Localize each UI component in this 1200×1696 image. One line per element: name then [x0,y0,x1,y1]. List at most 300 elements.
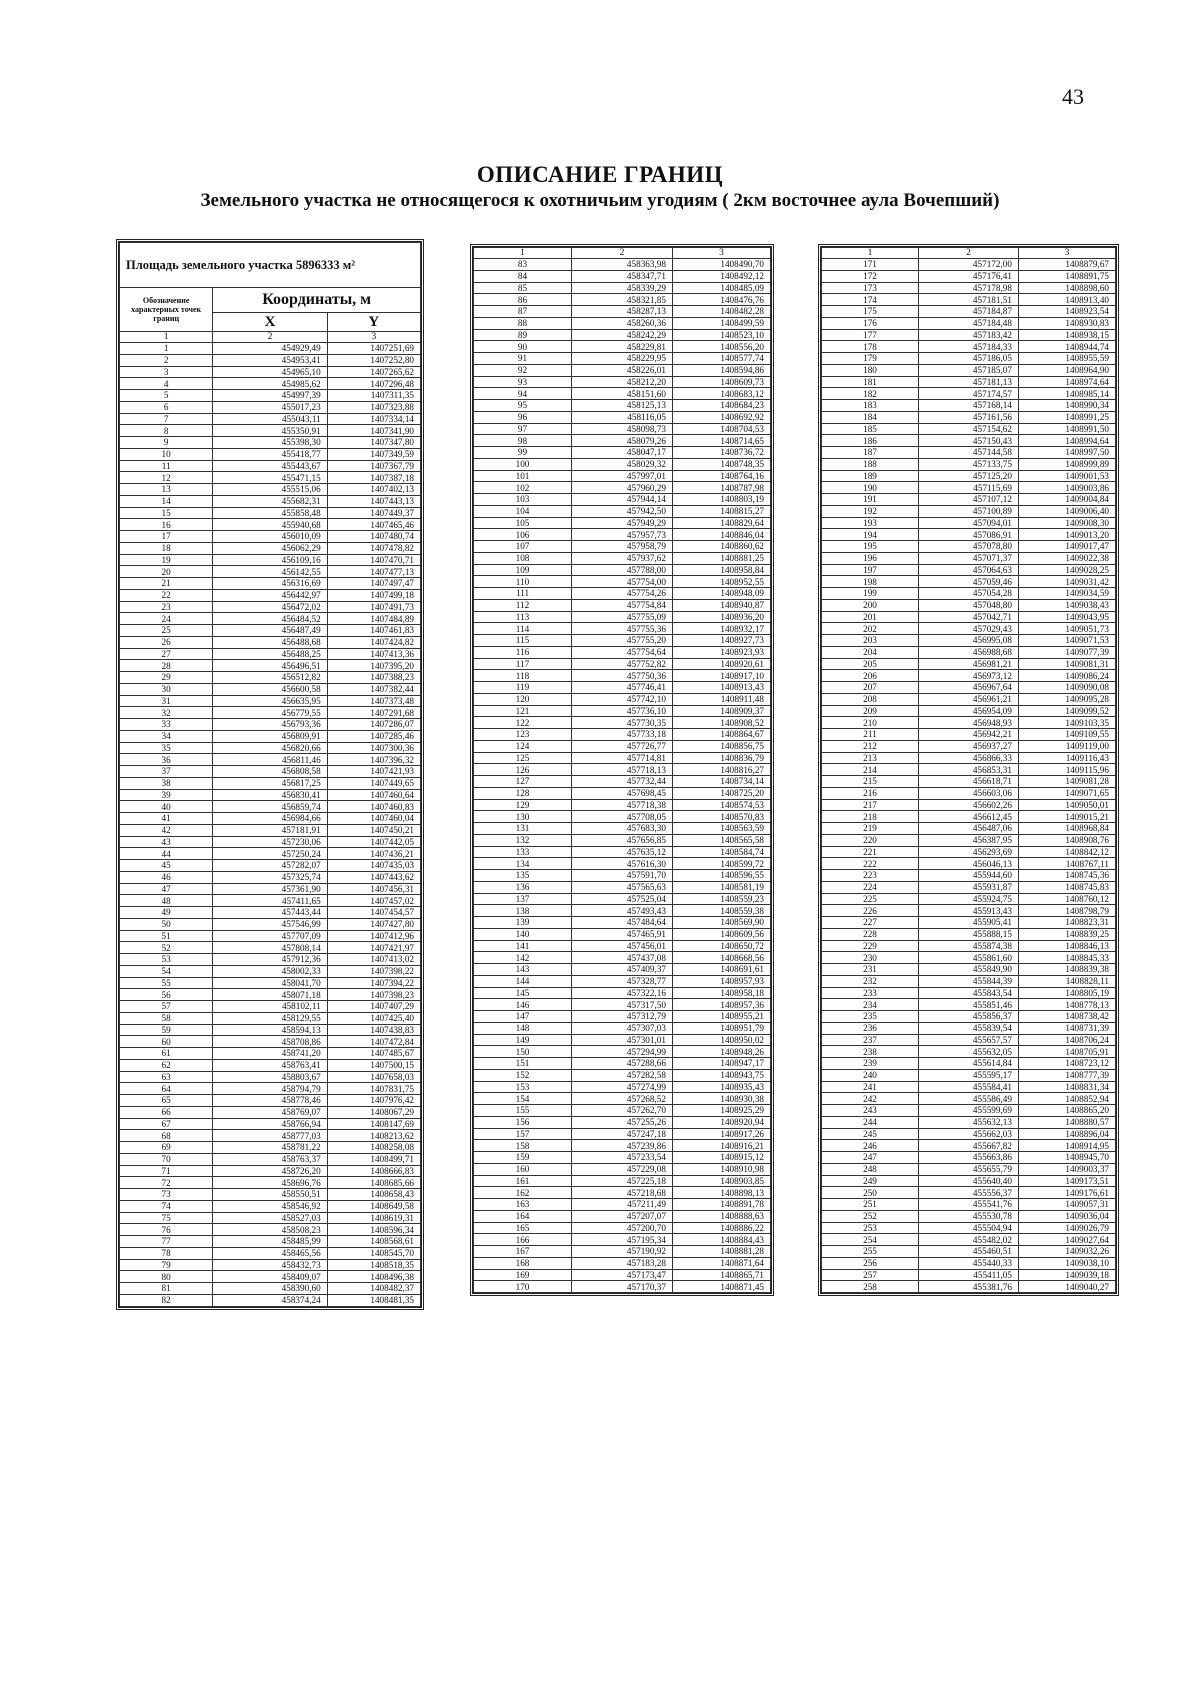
table-row [822,858,1116,870]
coord-y: 1408923,54 [1018,306,1115,318]
coord-x: 455460,51 [919,1246,1019,1258]
coord-y: 1408685,66 [327,1177,420,1189]
coord-y: 1408574,53 [672,799,770,811]
point-number: 187 [822,447,919,459]
point-number: 127 [474,776,572,788]
point-number: 198 [822,576,919,588]
table-row [822,823,1116,835]
coordinates-table-3 [818,244,1119,1296]
point-number: 101 [474,470,572,482]
point-number: 193 [822,517,919,529]
point-number: 232 [822,975,919,987]
coord-x: 456954,09 [919,705,1019,717]
coord-y: 1409119,00 [1018,740,1115,752]
point-number: 99 [474,447,572,459]
coord-y: 1407497,47 [327,578,420,590]
point-number: 201 [822,611,919,623]
coord-y: 1408852,94 [1018,1093,1115,1105]
point-number: 38 [120,777,213,789]
coord-y: 1409095,28 [1018,693,1115,705]
table-row [822,376,1116,388]
point-number: 76 [120,1224,213,1236]
coord-y: 1409043,95 [1018,611,1115,623]
point-number: 169 [474,1269,572,1281]
point-number: 124 [474,740,572,752]
table-row [474,740,771,752]
point-number: 51 [120,930,213,942]
coord-y: 1409027,64 [1018,1234,1115,1246]
col-number: 3 [1018,248,1115,259]
coord-x: 457125,20 [919,470,1019,482]
table-row [120,1153,421,1165]
coord-x: 458708,86 [213,1036,327,1048]
coord-y: 1408836,79 [672,752,770,764]
table-row [120,660,421,672]
coord-y: 1408930,38 [672,1093,770,1105]
point-number: 33 [120,719,213,731]
point-number: 74 [120,1200,213,1212]
coord-x: 456512,82 [213,672,327,684]
point-number: 6 [120,401,213,413]
coord-x: 457443,44 [213,907,327,919]
point-number: 49 [120,907,213,919]
coord-x: 457733,18 [572,729,673,741]
table-row [120,1130,421,1142]
coord-x: 457029,43 [919,623,1019,635]
table-row [120,860,421,872]
coord-x: 457708,05 [572,811,673,823]
table-row [822,529,1116,541]
coord-x: 457186,05 [919,353,1019,365]
coord-x: 456602,26 [919,799,1019,811]
table-row [120,789,421,801]
table-row [822,917,1116,929]
coord-y: 1408594,86 [672,364,770,376]
coord-y: 1408911,48 [672,693,770,705]
coord-y: 1408581,19 [672,881,770,893]
coord-y: 1409036,04 [1018,1210,1115,1222]
coord-x: 455663,86 [919,1152,1019,1164]
table-row [822,1128,1116,1140]
coord-y: 1408864,67 [672,729,770,741]
coord-x: 457288,66 [572,1058,673,1070]
coordinates-header: Координаты, м [213,288,421,313]
table-row [822,693,1116,705]
table-row [822,1163,1116,1175]
table-row [822,470,1116,482]
table-row [822,306,1116,318]
point-number: 158 [474,1140,572,1152]
point-number: 40 [120,801,213,813]
point-number: 7 [120,413,213,425]
coord-x: 457565,63 [572,881,673,893]
table-row [474,823,771,835]
coord-x: 454965,10 [213,366,327,378]
coord-x: 454953,41 [213,354,327,366]
coord-x: 457190,92 [572,1246,673,1258]
table-row [474,1034,771,1046]
coord-x: 458229,95 [572,353,673,365]
coord-x: 456442,97 [213,589,327,601]
coord-y: 1408886,22 [672,1222,770,1234]
table-row [120,1165,421,1177]
coord-x: 457173,47 [572,1269,673,1281]
coord-y: 1409032,26 [1018,1246,1115,1258]
table-row [120,930,421,942]
coord-y: 1407286,07 [327,719,420,731]
point-number: 1 [120,343,213,355]
point-number: 102 [474,482,572,494]
table-row [822,294,1116,306]
coord-y: 1408803,19 [672,494,770,506]
point-number: 182 [822,388,919,400]
coord-y: 1408565,58 [672,834,770,846]
table-row [120,1059,421,1071]
coord-x: 456808,58 [213,766,327,778]
coord-x: 457942,50 [572,505,673,517]
point-number: 160 [474,1163,572,1175]
coord-x: 457176,41 [919,270,1019,282]
coord-y: 1407477,13 [327,566,420,578]
coord-y: 1408881,25 [672,552,770,564]
point-number: 3 [120,366,213,378]
table-row [822,799,1116,811]
point-number: 195 [822,541,919,553]
coord-y: 1408991,50 [1018,423,1115,435]
table-row [120,836,421,848]
point-number: 128 [474,787,572,799]
point-number: 31 [120,695,213,707]
table-row [474,928,771,940]
coord-y: 1408658,43 [327,1189,420,1201]
point-number: 8 [120,425,213,437]
table-row [474,505,771,517]
coord-y: 1407252,80 [327,354,420,366]
point-number: 162 [474,1187,572,1199]
table-row [474,517,771,529]
point-number: 227 [822,917,919,929]
table-row [822,846,1116,858]
table-row [822,1034,1116,1046]
coord-x: 457960,29 [572,482,673,494]
table-row [120,601,421,613]
table-row [822,1152,1116,1164]
point-number: 106 [474,529,572,541]
coord-y: 1407412,96 [327,930,420,942]
coord-y: 1408944,74 [1018,341,1115,353]
point-number: 186 [822,435,919,447]
table-row [822,1022,1116,1034]
table-row [822,282,1116,294]
point-number: 34 [120,730,213,742]
table-row [474,400,771,412]
coord-x: 457107,12 [919,494,1019,506]
coord-x: 457546,99 [213,918,327,930]
coord-x: 457484,64 [572,917,673,929]
table-row [822,388,1116,400]
point-number: 191 [822,494,919,506]
coord-x: 457493,43 [572,905,673,917]
table-row [120,472,421,484]
point-number: 252 [822,1210,919,1222]
coord-y: 1408910,98 [672,1163,770,1175]
coord-y: 1408974,64 [1018,376,1115,388]
point-number: 39 [120,789,213,801]
coord-y: 1408823,31 [1018,917,1115,929]
coord-y: 1408482,37 [327,1283,420,1295]
table-row [822,776,1116,788]
coord-y: 1408845,33 [1018,952,1115,964]
coord-y: 1408684,23 [672,400,770,412]
coord-y: 1408930,83 [1018,317,1115,329]
table-row [120,425,421,437]
point-number: 131 [474,823,572,835]
coord-x: 457250,24 [213,848,327,860]
coord-x: 457732,44 [572,776,673,788]
coord-y: 1407435,03 [327,860,420,872]
coord-x: 455874,38 [919,940,1019,952]
coord-x: 458726,20 [213,1165,327,1177]
point-number: 203 [822,635,919,647]
point-number: 83 [474,259,572,271]
point-number: 139 [474,917,572,929]
coord-x: 455599,69 [919,1105,1019,1117]
table-row [474,353,771,365]
table-row [822,952,1116,964]
point-number: 4 [120,378,213,390]
coord-x: 458125,13 [572,400,673,412]
coord-x: 455662,03 [919,1128,1019,1140]
coord-x: 455017,23 [213,401,327,413]
coord-y: 1408499,71 [327,1153,420,1165]
coord-y: 1407465,46 [327,519,420,531]
table-row [474,376,771,388]
table-row [822,635,1116,647]
table-row [120,1247,421,1259]
coord-y: 1409022,38 [1018,552,1115,564]
table-row [120,566,421,578]
point-number: 120 [474,693,572,705]
table-row [474,964,771,976]
table-row [822,1210,1116,1222]
point-number: 152 [474,1069,572,1081]
coord-x: 457247,18 [572,1128,673,1140]
coord-y: 1409071,65 [1018,787,1115,799]
point-number: 202 [822,623,919,635]
coord-x: 457754,84 [572,599,673,611]
coord-x: 457325,74 [213,871,327,883]
coord-x: 456988,68 [919,646,1019,658]
coord-y: 1408619,31 [327,1212,420,1224]
coord-x: 457174,57 [919,388,1019,400]
coord-x: 456316,69 [213,578,327,590]
coord-x: 456496,51 [213,660,327,672]
coord-x: 455586,49 [919,1093,1019,1105]
coord-x: 458129,55 [213,1012,327,1024]
coord-x: 455931,87 [919,881,1019,893]
coord-y: 1408523,10 [672,329,770,341]
point-number: 20 [120,566,213,578]
point-number: 218 [822,811,919,823]
coord-x: 457746,41 [572,682,673,694]
coord-x: 456142,55 [213,566,327,578]
point-number: 122 [474,717,572,729]
coord-y: 1409090,08 [1018,682,1115,694]
table-row [474,611,771,623]
point-number: 85 [474,282,572,294]
coord-x: 457094,01 [919,517,1019,529]
table-row [474,1105,771,1117]
coord-y: 1408570,83 [672,811,770,823]
point-number: 30 [120,683,213,695]
coord-y: 1407425,40 [327,1012,420,1024]
coord-x: 458242,29 [572,329,673,341]
coord-x: 457168,14 [919,400,1019,412]
table-row [120,1294,421,1306]
table-row [474,529,771,541]
point-number: 179 [822,353,919,365]
table-body [822,259,1116,1293]
table-row [474,1210,771,1222]
coord-y: 1407382,44 [327,683,420,695]
coord-y: 1408760,12 [1018,893,1115,905]
point-number: 79 [120,1259,213,1271]
coord-x: 454985,62 [213,378,327,390]
table-row [120,672,421,684]
coord-x: 457274,99 [572,1081,673,1093]
coord-x: 457211,49 [572,1199,673,1211]
table-row [474,846,771,858]
table-row [120,742,421,754]
table-row [822,447,1116,459]
coord-y: 1408950,02 [672,1034,770,1046]
coord-x: 457064,63 [919,564,1019,576]
coord-x: 457361,90 [213,883,327,895]
coord-y: 1408147,69 [327,1118,420,1130]
point-number: 151 [474,1058,572,1070]
coord-y: 1409050,01 [1018,799,1115,811]
coord-x: 457328,77 [572,975,673,987]
coord-y: 1408896,04 [1018,1128,1115,1140]
coord-y: 1409173,51 [1018,1175,1115,1187]
coord-y: 1407424,82 [327,636,420,648]
coord-y: 1408917,10 [672,670,770,682]
point-number: 148 [474,1022,572,1034]
coord-y: 1407480,74 [327,531,420,543]
coord-x: 457185,07 [919,364,1019,376]
point-number: 5 [120,390,213,402]
coord-y: 1408839,25 [1018,928,1115,940]
coord-y: 1408999,89 [1018,458,1115,470]
table-row [822,1093,1116,1105]
coord-y: 1407285,46 [327,730,420,742]
table-row [474,329,771,341]
coord-y: 1407460,04 [327,813,420,825]
coord-y: 1409003,37 [1018,1163,1115,1175]
coord-y: 1408958,84 [672,564,770,576]
coord-x: 455504,94 [919,1222,1019,1234]
coord-y: 1407398,23 [327,989,420,1001]
point-number: 249 [822,1175,919,1187]
coord-y: 1408947,17 [672,1058,770,1070]
point-number: 93 [474,376,572,388]
point-number: 113 [474,611,572,623]
coord-x: 456487,06 [919,823,1019,835]
table-row [822,588,1116,600]
coord-x: 455913,43 [919,905,1019,917]
coord-y: 1409001,53 [1018,470,1115,482]
point-number: 177 [822,329,919,341]
table-row [822,270,1116,282]
coord-x: 457409,37 [572,964,673,976]
point-number: 175 [822,306,919,318]
table-row [120,1259,421,1271]
coord-y: 1408714,65 [672,435,770,447]
point-number: 9 [120,437,213,449]
coord-y: 1407265,62 [327,366,420,378]
coord-y: 1408559,38 [672,905,770,917]
coord-y: 1408518,35 [327,1259,420,1271]
coord-y: 1407398,22 [327,965,420,977]
table-row [822,505,1116,517]
point-number: 115 [474,635,572,647]
table-row [120,1236,421,1248]
coord-y: 1408805,19 [1018,987,1115,999]
point-number: 98 [474,435,572,447]
point-number: 138 [474,905,572,917]
coord-x: 457172,00 [919,259,1019,271]
coord-y: 1407461,83 [327,625,420,637]
table-row [822,1175,1116,1187]
coord-y: 1408649,58 [327,1200,420,1212]
coord-y: 1408846,13 [1018,940,1115,952]
table-row [120,1024,421,1036]
point-number: 69 [120,1142,213,1154]
table-row [474,259,771,271]
table-row [120,1177,421,1189]
table-row [822,987,1116,999]
coord-x: 455043,11 [213,413,327,425]
table-row [822,834,1116,846]
table-row [474,1022,771,1034]
coord-x: 457307,03 [572,1022,673,1034]
coord-x: 457742,10 [572,693,673,705]
coord-y: 1409099,52 [1018,705,1115,717]
table-row [120,484,421,496]
coord-x: 456062,29 [213,542,327,554]
table-row [474,623,771,635]
coord-y: 1408952,55 [672,576,770,588]
coord-x: 455398,30 [213,437,327,449]
coord-x: 458696,76 [213,1177,327,1189]
point-number: 221 [822,846,919,858]
coord-y: 1409026,79 [1018,1222,1115,1234]
coord-y: 1407311,35 [327,390,420,402]
table-row [822,682,1116,694]
point-number: 11 [120,460,213,472]
coord-x: 455640,40 [919,1175,1019,1187]
table-row [474,317,771,329]
point-number: 185 [822,423,919,435]
coord-x: 455632,13 [919,1116,1019,1128]
table-row [120,871,421,883]
coord-x: 457591,70 [572,870,673,882]
coord-y: 1408476,76 [672,294,770,306]
point-number: 119 [474,682,572,694]
point-number: 47 [120,883,213,895]
point-number: 200 [822,599,919,611]
table-row [120,1012,421,1024]
